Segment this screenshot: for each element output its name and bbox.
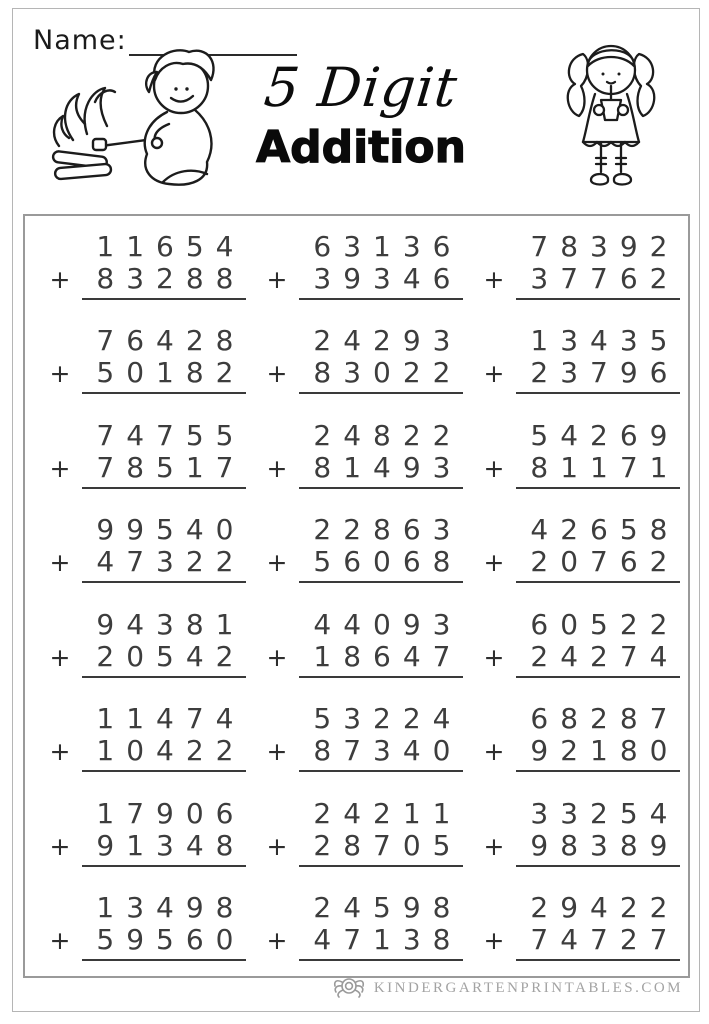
top-addend: 94381	[96, 607, 246, 641]
bottom-addend: 56068	[299, 546, 462, 583]
bottom-addend: 74727	[516, 924, 679, 961]
problem-bottom-row	[49, 546, 245, 583]
spider-icon	[331, 973, 367, 1003]
top-addend: 74755	[96, 418, 246, 452]
plus-sign: +	[483, 548, 505, 578]
addition-problem	[31, 502, 248, 597]
problem-bottom-row	[49, 452, 245, 489]
bottom-addend: 81493	[299, 452, 462, 489]
plus-sign: +	[266, 737, 288, 767]
bottom-addend: 20542	[82, 641, 245, 678]
addition-problem	[465, 502, 682, 597]
bottom-addend: 83288	[82, 263, 245, 300]
problem-bottom-row	[483, 641, 679, 678]
worksheet-header	[13, 56, 699, 208]
plus-sign: +	[483, 737, 505, 767]
problem-bottom-row	[266, 735, 462, 772]
girl-icon	[551, 32, 671, 194]
bottom-addend: 18647	[299, 641, 462, 678]
addition-problem	[248, 596, 465, 691]
addition-problem	[248, 691, 465, 786]
top-addend: 54269	[530, 418, 680, 452]
top-addend: 11654	[96, 229, 246, 263]
plus-sign: +	[483, 642, 505, 672]
addition-problem	[31, 313, 248, 408]
plus-sign: +	[483, 264, 505, 294]
plus-sign: +	[483, 831, 505, 861]
top-addend: 63136	[313, 229, 463, 263]
bottom-addend: 37762	[516, 263, 679, 300]
problem-bottom-row	[266, 452, 462, 489]
bottom-addend: 91348	[82, 830, 245, 867]
problem-bottom-row	[266, 924, 462, 961]
top-addend: 24598	[313, 891, 463, 925]
problem-bottom-row	[49, 830, 245, 867]
problem-bottom-row	[49, 641, 245, 678]
bottom-addend: 92180	[516, 735, 679, 772]
problem-bottom-row	[49, 357, 245, 394]
addition-problem	[465, 407, 682, 502]
addition-problem	[465, 691, 682, 786]
addition-problem	[31, 691, 248, 786]
plus-sign: +	[49, 642, 71, 672]
problem-bottom-row	[483, 924, 679, 961]
problem-bottom-row	[266, 357, 462, 394]
addition-problem	[465, 880, 682, 975]
boy-campfire-icon	[43, 42, 228, 192]
title-bold: Addition	[256, 122, 466, 173]
top-addend: 24822	[313, 418, 463, 452]
top-addend: 60522	[530, 607, 680, 641]
bottom-addend: 47322	[82, 546, 245, 583]
bottom-addend: 83022	[299, 357, 462, 394]
top-addend: 17906	[96, 796, 246, 830]
plus-sign: +	[483, 926, 505, 956]
bottom-addend: 10422	[82, 735, 245, 772]
plus-sign: +	[266, 453, 288, 483]
top-addend: 53224	[313, 702, 463, 736]
bottom-addend: 78517	[82, 452, 245, 489]
top-addend: 42658	[530, 513, 680, 547]
plus-sign: +	[49, 737, 71, 767]
problem-bottom-row	[483, 452, 679, 489]
top-addend: 76428	[96, 324, 246, 358]
problem-bottom-row	[483, 263, 679, 300]
bottom-addend: 87340	[299, 735, 462, 772]
addition-problem	[31, 880, 248, 975]
top-addend: 99540	[96, 513, 246, 547]
plus-sign: +	[266, 642, 288, 672]
bottom-addend: 98389	[516, 830, 679, 867]
worksheet-page	[12, 8, 700, 1012]
addition-problem	[465, 218, 682, 313]
problem-bottom-row	[483, 546, 679, 583]
addition-problem	[465, 785, 682, 880]
plus-sign: +	[49, 831, 71, 861]
plus-sign: +	[49, 453, 71, 483]
bottom-addend: 59560	[82, 924, 245, 961]
plus-sign: +	[266, 548, 288, 578]
addition-problem	[465, 596, 682, 691]
girl-clipart	[551, 32, 671, 198]
top-addend: 11474	[96, 702, 246, 736]
addition-problem	[248, 218, 465, 313]
top-addend: 22863	[313, 513, 463, 547]
plus-sign: +	[266, 359, 288, 389]
top-addend: 13498	[96, 891, 246, 925]
plus-sign: +	[483, 453, 505, 483]
addition-problem	[465, 313, 682, 408]
top-addend: 24293	[313, 324, 463, 358]
problem-bottom-row	[483, 735, 679, 772]
top-addend: 68287	[530, 702, 680, 736]
footer	[331, 973, 683, 1003]
problem-bottom-row	[483, 357, 679, 394]
plus-sign: +	[49, 548, 71, 578]
addition-problem	[248, 880, 465, 975]
problem-bottom-row	[49, 924, 245, 961]
top-addend: 33254	[530, 796, 680, 830]
problem-bottom-row	[483, 830, 679, 867]
plus-sign: +	[49, 926, 71, 956]
problems-box	[23, 214, 690, 978]
plus-sign: +	[266, 926, 288, 956]
problem-bottom-row	[266, 546, 462, 583]
problem-bottom-row	[266, 263, 462, 300]
top-addend: 29422	[530, 891, 680, 925]
bottom-addend: 20762	[516, 546, 679, 583]
footer-site-text: KINDERGARTENPRINTABLES.COM	[373, 979, 683, 996]
plus-sign: +	[49, 264, 71, 294]
addition-problem	[31, 407, 248, 502]
bottom-addend: 47138	[299, 924, 462, 961]
plus-sign: +	[266, 264, 288, 294]
top-addend: 78392	[530, 229, 680, 263]
addition-problem	[31, 596, 248, 691]
bottom-addend: 23796	[516, 357, 679, 394]
problem-bottom-row	[266, 641, 462, 678]
top-addend: 13435	[530, 324, 680, 358]
plus-sign: +	[266, 831, 288, 861]
bottom-addend: 81171	[516, 452, 679, 489]
addition-problem	[31, 785, 248, 880]
bottom-addend: 50182	[82, 357, 245, 394]
name-label: Name:	[33, 25, 127, 56]
boy-campfire-clipart	[43, 42, 228, 196]
plus-sign: +	[49, 359, 71, 389]
title-script: 5 Digit	[261, 56, 461, 119]
addition-problem	[248, 407, 465, 502]
problems-grid	[25, 216, 688, 976]
title-block	[231, 56, 491, 176]
problem-bottom-row	[266, 830, 462, 867]
addition-problem	[31, 218, 248, 313]
top-addend: 24211	[313, 796, 463, 830]
bottom-addend: 24274	[516, 641, 679, 678]
plus-sign: +	[483, 359, 505, 389]
addition-problem	[248, 502, 465, 597]
top-addend: 44093	[313, 607, 463, 641]
addition-problem	[248, 313, 465, 408]
problem-bottom-row	[49, 735, 245, 772]
bottom-addend: 28705	[299, 830, 462, 867]
addition-problem	[248, 785, 465, 880]
problem-bottom-row	[49, 263, 245, 300]
bottom-addend: 39346	[299, 263, 462, 300]
